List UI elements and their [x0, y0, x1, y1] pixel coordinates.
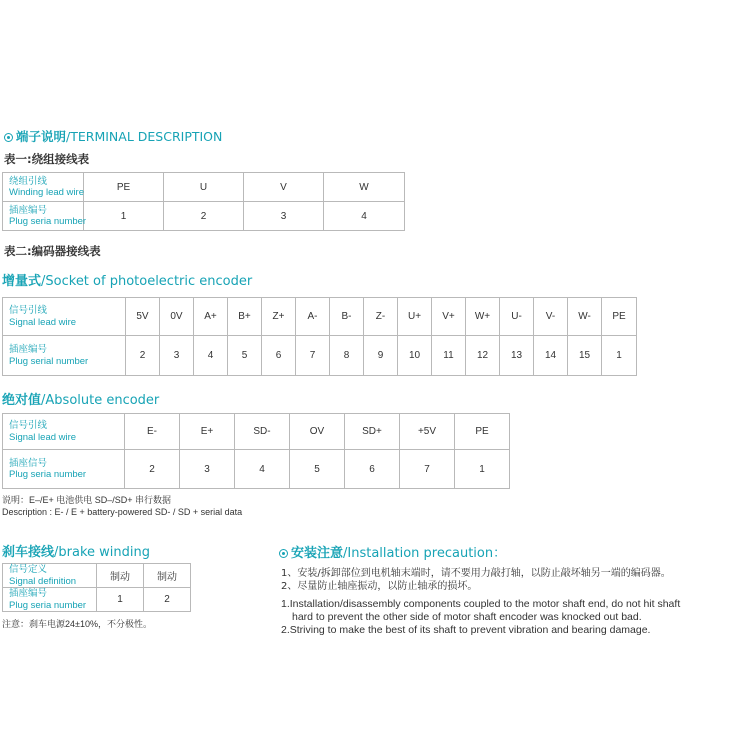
winding-cell: PE: [84, 173, 164, 202]
incremental-row-signal: [3, 298, 637, 336]
incremental-cell: 11: [432, 336, 466, 376]
brake-cell: 制动: [144, 564, 191, 588]
absolute-cell: SD+: [345, 414, 400, 450]
incremental-row2-label: 插座编号 Plug serial number: [3, 336, 126, 376]
incremental-cell: 6: [262, 336, 296, 376]
incremental-table: [2, 297, 637, 376]
incremental-cell: 14: [534, 336, 568, 376]
incremental-cell: 13: [500, 336, 534, 376]
incremental-heading: 增量式/Socket of photoelectric encoder: [2, 274, 253, 289]
installation-heading: 安装注意/Installation precaution：: [279, 542, 506, 561]
absolute-cell: 5: [290, 450, 345, 489]
incremental-cell: 9: [364, 336, 398, 376]
incremental-cell: 0V: [160, 298, 194, 336]
brake-row-signal: [3, 564, 191, 588]
circle-dot-icon: [279, 549, 288, 558]
winding-row1-label: 绕组引线 Winding lead wire: [3, 173, 84, 202]
winding-table: [2, 172, 405, 231]
absolute-row2-label: 插座信号 Plug seria number: [3, 450, 125, 489]
incremental-cell: 12: [466, 336, 500, 376]
brake-row-plug: [3, 588, 191, 612]
table1-title: 表一:绕组接线表: [4, 152, 90, 166]
absolute-heading: 绝对值/Absolute encoder: [2, 393, 160, 408]
absolute-row1-label: 信号引线 Signal lead wire: [3, 414, 125, 450]
absolute-cell: +5V: [400, 414, 455, 450]
absolute-cell: E-: [125, 414, 180, 450]
incremental-cell: B+: [228, 298, 262, 336]
terminal-title-cn: 端子说明: [16, 129, 67, 144]
circle-dot-icon: [4, 133, 13, 142]
installation-en-line1: 1.Installation/disassembly components coupled to the motor shaft end, do not hit shaft: [281, 598, 681, 610]
description-en: Description : E- / E + battery-powered SD- / SD + serial data: [2, 507, 243, 517]
absolute-cell: OV: [290, 414, 345, 450]
incremental-cell: V-: [534, 298, 568, 336]
winding-row2-label: 插座编号 Plug seria number: [3, 202, 84, 231]
winding-row-plug: [3, 202, 405, 231]
brake-cell: 制动: [97, 564, 144, 588]
installation-cn-line2: 2、尽量防止轴座振动，以防止轴承的损坏。: [281, 581, 478, 592]
brake-row1-label: 信号定义 Signal definition: [3, 564, 97, 588]
table2-title: 表二:编码器接线表: [4, 244, 101, 258]
winding-cell: W: [324, 173, 405, 202]
incremental-cell: 2: [126, 336, 160, 376]
winding-cell: V: [244, 173, 324, 202]
incremental-cell: 8: [330, 336, 364, 376]
brake-note: 注意：刹车电源24±10%，不分极性。: [2, 619, 152, 629]
incremental-cell: 10: [398, 336, 432, 376]
installation-en-line3: 2.Striving to make the best of its shaft to prevent vibration and bearing damage.: [281, 624, 651, 636]
incremental-cell: 3: [160, 336, 194, 376]
absolute-cell: E+: [180, 414, 235, 450]
absolute-cell: 3: [180, 450, 235, 489]
installation-cn-line1: 1、安装/拆卸部位到电机轴末端时，请不要用力敲打轴，以防止敲坏轴另一端的编码器。: [281, 568, 671, 579]
absolute-cell: 2: [125, 450, 180, 489]
brake-cell: 1: [97, 588, 144, 612]
installation-en-line2: hard to prevent the other side of motor shaft encoder was knocked out bad.: [292, 611, 642, 623]
incremental-cell: Z+: [262, 298, 296, 336]
incremental-cell: A+: [194, 298, 228, 336]
brake-cell: 2: [144, 588, 191, 612]
incremental-cell: U-: [500, 298, 534, 336]
incremental-cell: B-: [330, 298, 364, 336]
absolute-cell: 6: [345, 450, 400, 489]
winding-cell: 3: [244, 202, 324, 231]
incremental-row1-label: 信号引线 Signal lead wire: [3, 298, 126, 336]
absolute-table: [2, 413, 510, 489]
brake-row2-label: 插座编号 Plug seria number: [3, 588, 97, 612]
incremental-cell: A-: [296, 298, 330, 336]
incremental-cell: 15: [568, 336, 602, 376]
absolute-cell: 1: [455, 450, 510, 489]
incremental-cell: 7: [296, 336, 330, 376]
incremental-cell: U+: [398, 298, 432, 336]
brake-heading: 刹车接线/brake winding: [2, 545, 150, 560]
winding-cell: 2: [164, 202, 244, 231]
incremental-cell: V+: [432, 298, 466, 336]
incremental-cell: 5: [228, 336, 262, 376]
absolute-cell: PE: [455, 414, 510, 450]
winding-row-lead: [3, 173, 405, 202]
absolute-cell: 7: [400, 450, 455, 489]
incremental-cell: Z-: [364, 298, 398, 336]
incremental-cell: 1: [602, 336, 637, 376]
description-cn: 说明：E–/E+ 电池供电 SD–/SD+ 串行数据: [2, 495, 172, 505]
absolute-row-plug: [3, 450, 510, 489]
incremental-row-plug: [3, 336, 637, 376]
incremental-cell: PE: [602, 298, 637, 336]
winding-cell: U: [164, 173, 244, 202]
terminal-title-en: /TERMINAL DESCRIPTION: [66, 129, 223, 144]
absolute-row-signal: [3, 414, 510, 450]
winding-cell: 4: [324, 202, 405, 231]
absolute-cell: 4: [235, 450, 290, 489]
incremental-cell: W-: [568, 298, 602, 336]
incremental-cell: 4: [194, 336, 228, 376]
absolute-cell: SD-: [235, 414, 290, 450]
incremental-cell: 5V: [126, 298, 160, 336]
brake-table: [2, 563, 191, 612]
terminal-description-heading: [4, 127, 222, 145]
winding-cell: 1: [84, 202, 164, 231]
incremental-cell: W+: [466, 298, 500, 336]
